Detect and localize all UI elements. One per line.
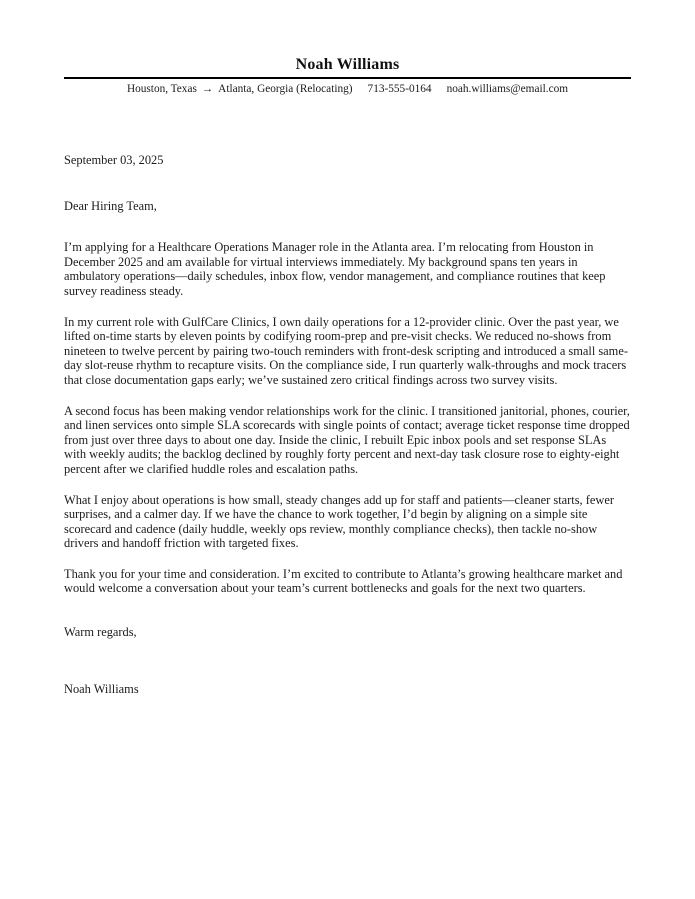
signature-name: Noah Williams [64,681,139,696]
closing: Warm regards, [64,625,137,640]
paragraph-thank-you: Thank you for your time and consideration. I’m excited to contribute to Atlanta’s growing healthcare market and would welcome a conversation about your team’s current bottlenecks and goals for the next two quarters. [64,566,623,596]
location-to: Atlanta, Georgia (Relocating) [218,83,353,95]
letter-date: September 03, 2025 [64,153,164,167]
paragraph-introduction: I’m applying for a Healthcare Operations Manager role in the Atlanta area. I’m relocating from Houston in December 2025 and am available for virtual interviews immediately. My background spans ten years in ambulatory operations—daily schedules, inbox flow, vendor management, and compliance routines that keep survey readiness steady. [64,240,606,298]
letter-body [64,153,631,696]
paragraph-approach: What I enjoy about operations is how small, steady changes add up for staff and patients—cleaner starts, fewer surprises, and a calmer day. If we have the chance to work together, I’d begin by aligning on a simple site scorecard and cadence (daily huddle, weekly ops review, monthly compliance checks), then tackle no-show drivers and handoff friction with targeted fixes. [64,492,614,551]
letter-header [64,0,631,96]
header-divider [64,77,631,79]
paragraph-vendor-focus: A second focus has been making vendor relationships work for the clinic. I transitioned janitorial, phones, courier, and linen services onto simple SLA scorecards with single points of contact; average ticket response time dropped from just over three days to about one day. Inside the clinic, I rebuilt Epic inbox pools and set response SLAs with weekly audits; the backlog declined by roughly forty percent and next-day task closure rose to eighty-eight percent after we clarified huddle roles and escalation paths. [64,403,630,476]
email-address: noah.williams@email.com [446,83,569,95]
contact-line [64,82,631,96]
paragraph-current-role: In my current role with GulfCare Clinics, I own daily operations for a 12-provider clinic. Over the past year, we lifted on-time starts by eleven points by codifying room-prep and pre-visit checks. We reduced no-shows from nineteen to twelve percent by pairing two-touch reminders with front-desk scripting and introduced a small same-day slot-reuse rhythm to recapture visits. On the compliance side, I run quarterly walk-throughs and mock tracers that close documentation gaps early; we’ve sustained zero critical findings across two survey visits. [64,314,628,387]
phone-number: 713-555-0164 [367,83,432,95]
location-from: Houston, Texas [126,83,197,95]
relocation-arrow-icon: → [201,83,214,95]
salutation: Dear Hiring Team, [64,198,157,213]
applicant-name: Noah Williams [295,56,400,73]
